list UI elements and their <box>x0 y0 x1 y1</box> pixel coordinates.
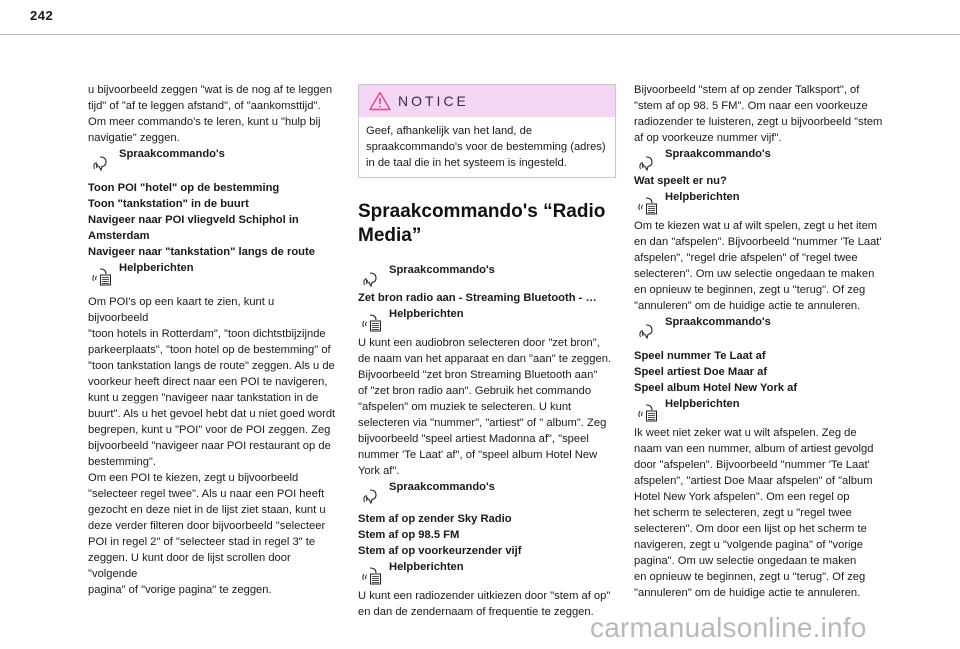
text-line: nummer 'Te Laat' af", of "speel album Hotel New <box>358 449 598 461</box>
voice-command-heading <box>88 146 336 176</box>
col3-commands-2 <box>634 348 888 396</box>
text-line: "stem af op 98. 5 FM". Om naar een voorkeuze <box>634 100 868 112</box>
heading-label: Helpberichten <box>665 398 740 410</box>
top-rule <box>0 34 960 35</box>
text-line: "afspelen" om muziek te selecteren. U kunt <box>358 401 572 413</box>
help-message-heading <box>634 396 888 426</box>
help-message-icon <box>91 265 113 287</box>
command-line: Stem af op 98.5 FM <box>358 529 460 541</box>
section-title <box>358 200 616 248</box>
text-line: begrepen, kunt u "POI" voor de POI zeggen. Zeg <box>88 424 331 436</box>
text-line: selecteren via "nummer", "artiest" of " album". Zeg <box>358 417 607 429</box>
text-line: York af". <box>358 465 400 477</box>
warning-triangle-icon <box>369 91 391 111</box>
text-line: selecteren". Om uw selectie ongedaan te maken <box>634 268 875 280</box>
col1-commands <box>88 180 336 260</box>
help-message-heading <box>88 260 336 290</box>
text-line: U kunt een radiozender uitkiezen door "stem af op" <box>358 590 611 602</box>
heading-label: Helpberichten <box>389 561 464 573</box>
help-message-icon <box>637 401 659 423</box>
command-line: Amsterdam <box>88 230 150 242</box>
voice-command-icon <box>637 319 659 341</box>
col1-help-text <box>88 294 336 598</box>
text-line: Om te kiezen wat u af wilt spelen, zegt u het item <box>634 220 878 232</box>
voice-command-icon <box>91 151 113 173</box>
heading-label: Spraakcommando's <box>389 481 495 493</box>
notice-body <box>359 117 615 177</box>
command-line: Zet bron radio aan - Streaming Bluetooth - … <box>358 292 597 304</box>
col3-help-2 <box>634 425 888 601</box>
watermark: carmanualsonline.info <box>590 612 867 643</box>
text-line: Bijvoorbeeld "stem af op zender Talksport", of <box>634 84 860 96</box>
help-message-icon <box>361 564 383 586</box>
col1-intro <box>88 82 336 146</box>
text-line: het scherm te selecteren, zegt u "regel twee <box>634 507 852 519</box>
col2-commands-2 <box>358 511 616 559</box>
text-line: Om meer commando's te leren, kunt u "hulp bij <box>88 116 321 128</box>
voice-command-heading <box>358 262 616 292</box>
text-line: afspelen", "regel drie afspelen" of "regel twee <box>634 252 858 264</box>
text-line: spraakcommando's voor de bestemming (adres) <box>366 141 606 153</box>
col3-intro <box>634 82 888 146</box>
text-line: af op voorkeuze nummer vijf". <box>634 132 782 144</box>
text-line: "toon hotels in Rotterdam", "toon dichtstbijzijnde <box>88 328 326 340</box>
text-line: zeggen. U kunt door de lijst scrollen door "volgende <box>88 552 291 580</box>
heading-label: Helpberichten <box>389 308 464 320</box>
text-line: bijvoorbeeld "speel artiest Madonna af", "speel <box>358 433 589 445</box>
text-line: navigeren, zegt u "volgende pagina" of "vorige <box>634 539 863 551</box>
notice-header <box>359 85 615 117</box>
text-line: Geef, afhankelijk van het land, de <box>366 125 533 137</box>
column-3 <box>634 82 888 601</box>
text-line: parkeerplaats", "toon hotel op de bestemming" of <box>88 344 331 356</box>
col2-help-1 <box>358 335 616 479</box>
text-line: Om een POI te kiezen, zegt u bijvoorbeeld <box>88 472 299 484</box>
text-line: bestemming". <box>88 456 157 468</box>
text-line: en dan "afspelen". Bijvoorbeeld "nummer 'Te Laat' <box>634 236 882 248</box>
column-2 <box>358 84 616 620</box>
heading-label: Helpberichten <box>119 262 194 274</box>
col2-commands-1 <box>358 290 616 306</box>
text-line: en dan de zendernaam of frequentie te zeggen. <box>358 606 594 618</box>
text-line: en opnieuw te beginnen, zegt u "terug". Of zeg <box>634 571 866 583</box>
text-line: afspelen", "artiest Doe Maar afspelen" of "album <box>634 475 873 487</box>
text-line: of "zet bron radio aan". Gebruik het commando <box>358 385 592 397</box>
text-line: buurt". Als u het gevoel hebt dat u niet goed wordt <box>88 408 336 420</box>
text-line: "selecteer regel twee". Als u naar een POI heeft <box>88 488 325 500</box>
col3-help-1 <box>634 218 888 314</box>
help-message-heading <box>358 559 616 589</box>
command-line: Toon "tankstation" in de buurt <box>88 198 249 210</box>
text-line: "annuleren" om de huidige actie te annuleren. <box>634 587 861 599</box>
col2-help-2 <box>358 588 616 620</box>
text-line: in de taal die in het systeem is ingesteld. <box>366 157 567 169</box>
voice-command-icon <box>361 484 383 506</box>
text-line: deze verder filteren door bijvoorbeeld "selecteer <box>88 520 326 532</box>
text-line: bijvoorbeeld "navigeer naar POI restaurant op de <box>88 440 331 452</box>
notice-box <box>358 84 616 178</box>
heading-label: Spraakcommando's <box>389 264 495 276</box>
section-title-line: Spraakcommando's “Radio <box>358 201 606 222</box>
page-number: 242 <box>30 8 54 23</box>
command-line: Toon POI "hotel" op de bestemming <box>88 182 280 194</box>
heading-label: Spraakcommando's <box>119 148 225 160</box>
voice-command-heading <box>634 314 888 344</box>
text-line: pagina". Om uw selectie ongedaan te maken <box>634 555 857 567</box>
text-line: door "afspelen". Bijvoorbeeld "nummer 'Te Laat' <box>634 459 870 471</box>
text-line: selecteren". Om door een lijst op het scherm te <box>634 523 867 535</box>
text-line: Ik weet niet zeker wat u wilt afspelen. Zeg de <box>634 427 857 439</box>
text-line: pagina" of "vorige pagina" te zeggen. <box>88 584 272 596</box>
command-line: Navigeer naar POI vliegveld Schiphol in <box>88 214 299 226</box>
voice-command-heading <box>358 479 616 509</box>
command-line: Stem af op voorkeurzender vijf <box>358 545 522 557</box>
text-line: Bijvoorbeeld "zet bron Streaming Bluetooth aan" <box>358 369 598 381</box>
text-line: U kunt een audiobron selecteren door "zet bron", <box>358 337 600 349</box>
heading-label: Spraakcommando's <box>665 148 771 160</box>
text-line: en opnieuw te beginnen, zegt u "terug". Of zeg <box>634 284 866 296</box>
notice-title: NOTICE <box>398 93 469 109</box>
voice-command-icon <box>361 267 383 289</box>
text-line: "annuleren" om de huidige actie te annuleren. <box>634 300 861 312</box>
section-title-line: Media” <box>358 225 422 246</box>
text-line: kunt u zeggen "navigeer naar tankstation in de <box>88 392 319 404</box>
command-line: Wat speelt er nu? <box>634 175 727 187</box>
help-message-icon <box>637 194 659 216</box>
command-line: Speel artiest Doe Maar af <box>634 366 768 378</box>
help-message-heading <box>634 189 888 219</box>
voice-command-icon <box>637 151 659 173</box>
command-line: Speel album Hotel New York af <box>634 382 798 394</box>
text-line: radiozender te luisteren, zegt u bijvoorbeeld "stem <box>634 116 883 128</box>
command-line: Stem af op zender Sky Radio <box>358 513 512 525</box>
text-line: tijd" of "af te leggen afstand", of "aankomsttijd". <box>88 100 321 112</box>
heading-label: Spraakcommando's <box>665 316 771 328</box>
text-line: navigatie" zeggen. <box>88 132 180 144</box>
command-line: Speel nummer Te Laat af <box>634 350 766 362</box>
text-line: u bijvoorbeeld zeggen "wat is de nog af te leggen <box>88 84 333 96</box>
help-message-icon <box>361 311 383 333</box>
text-line: Om POI's op een kaart te zien, kunt u bijvoorbeeld <box>88 296 275 324</box>
text-line: voorkeur heeft direct naar een POI te navigeren, <box>88 376 328 388</box>
column-1 <box>88 82 336 598</box>
heading-label: Helpberichten <box>665 191 740 203</box>
text-line: "toon tankstation langs de route" zeggen. Als u de <box>88 360 335 372</box>
text-line: Hotel New York afspelen". Om een regel op <box>634 491 850 503</box>
text-line: de naam van het apparaat en dan "aan" te zeggen. <box>358 353 612 365</box>
text-line: gezocht en deze niet in de lijst ziet staan, kunt u <box>88 504 326 516</box>
command-line: Navigeer naar "tankstation" langs de route <box>88 246 315 258</box>
help-message-heading <box>358 306 616 336</box>
voice-command-heading <box>634 146 888 176</box>
text-line: naam van een nummer, album of artiest gevolgd <box>634 443 874 455</box>
text-line: POI in regel 2" of "selecteer stad in regel 3" te <box>88 536 316 548</box>
